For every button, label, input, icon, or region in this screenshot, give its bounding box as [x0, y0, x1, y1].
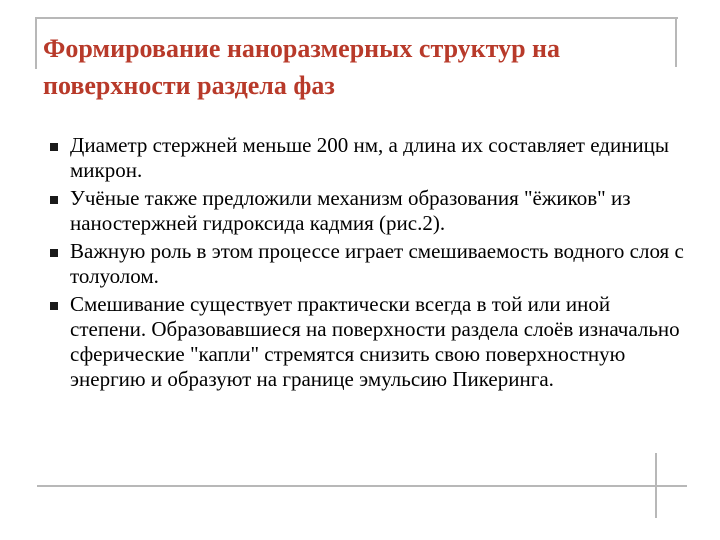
square-bullet-icon	[50, 302, 58, 310]
square-bullet-icon	[50, 249, 58, 257]
frame-right-line	[675, 17, 677, 67]
square-bullet-icon	[50, 143, 58, 151]
frame-bottom-line	[37, 485, 687, 487]
bullet-text: Учёные также предложили механизм образования "ёжиков" из наностержней гидроксида кадмия (рис.2).	[70, 186, 631, 235]
frame-bottom-right-line	[655, 453, 657, 518]
square-bullet-icon	[50, 196, 58, 204]
bullet-text: Диаметр стержней меньше 200 нм, а длина их составляет единицы микрон.	[70, 133, 670, 182]
bullet-item	[50, 239, 690, 289]
bullet-text: Важную роль в этом процессе играет смешиваемость водного слоя с толуолом.	[70, 239, 684, 288]
bullet-list	[50, 133, 690, 392]
frame-left-line	[35, 17, 37, 69]
frame-top-line	[35, 17, 678, 19]
bullet-item	[50, 186, 690, 236]
bullet-text: Смешивание существует практически всегда в той или иной степени. Образовавшиеся на поверхности раздела слоёв изначально сферические "капли" стремятся снизить свою поверхностную энергию и образуют на границе эмульсию Пикеринга.	[70, 292, 680, 391]
slide-title: Формирование наноразмерных структур на поверхности раздела фаз	[43, 34, 561, 100]
bullet-item	[50, 292, 690, 392]
bullet-item	[50, 133, 690, 183]
